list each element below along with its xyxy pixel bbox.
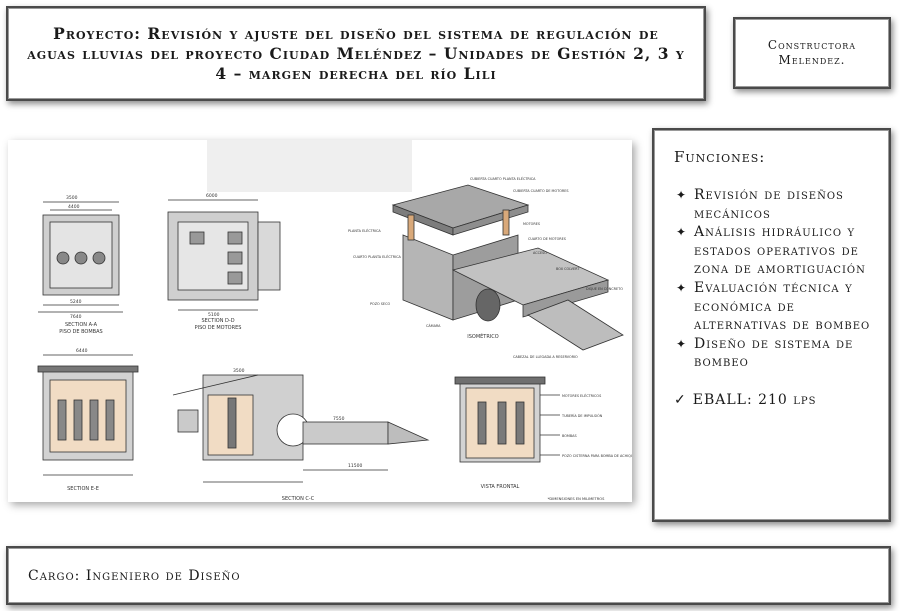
project-title: Proyecto: Revisión y ajuste del diseño del sistema de regulación de aguas lluvias del proyecto Ciudad Meléndez – Unidades de Gestión 2, 3 y 4 – margen derecha del río Lili <box>27 23 685 83</box>
iso-callout-8: DIQUE EN CONCRETO <box>586 287 623 291</box>
iso-callout-10: POZO SECO <box>370 302 391 306</box>
front-callout-2: BOMBAS <box>562 434 577 438</box>
section-e-label: SECTION E-E <box>67 486 99 492</box>
dim-6: 5100 <box>208 313 220 318</box>
iso-callout-6: CUARTO PLANTA ELÉCTRICA <box>353 255 401 259</box>
dim-5: 6000 <box>206 194 218 199</box>
iso-label: ISOMÉTRICO <box>467 334 499 340</box>
function-item: ✦ Evaluación técnica y económica de alternativas de bombeo <box>676 279 871 334</box>
front-callout-3: POZO CISTERNA PARA BOMBA DE ACHIQUE <box>562 454 632 458</box>
role-box <box>6 546 891 605</box>
function-item: ✦ Diseño de sistema de bombeo <box>676 335 854 371</box>
check-icon: ✓ <box>674 391 687 408</box>
dim-10: 7550 <box>333 417 345 422</box>
four-point-star-icon: ✦ <box>676 280 687 295</box>
company-name: Constructora Melendez. <box>767 38 857 67</box>
section-d-label: SECTION D-D <box>201 318 235 324</box>
iso-callout-2: PLANTA ELÉCTRICA <box>348 229 381 233</box>
section-a-label: SECTION A-A <box>64 322 98 328</box>
iso-callout-3: MOTORES <box>523 222 540 226</box>
iso-extra-callout: CABEZAL DE LLEGADA A RESERVORIO <box>513 355 578 359</box>
section-d-sub: PISO DE MOTORES <box>194 325 242 331</box>
four-point-star-icon: ✦ <box>676 336 687 351</box>
section-c-label: SECTION C-C <box>281 496 315 502</box>
functions-box <box>652 128 891 522</box>
capacity-text: EBALL: 210 lps <box>692 391 817 408</box>
iso-callout-1: CUBIERTA CUARTO DE MOTORES <box>513 189 569 193</box>
front-callout-0: MOTORES ELÉCTRICOS <box>562 394 602 398</box>
dim-1: 3500 <box>66 196 78 201</box>
dim-3: 5240 <box>70 300 82 305</box>
engineering-drawing <box>8 140 632 502</box>
four-point-star-icon: ✦ <box>676 225 687 240</box>
drawing-svg <box>8 140 632 502</box>
iso-callout-9: CÁMARA <box>426 324 441 328</box>
functions-list <box>674 186 871 372</box>
tape-strip <box>207 140 412 192</box>
iso-callout-5: ACCESO <box>533 251 547 255</box>
company-box <box>733 17 891 89</box>
role-label: Cargo: Ingeniero de Diseño <box>28 567 241 584</box>
dim-4: 7640 <box>70 315 82 320</box>
capacity-line <box>674 392 871 408</box>
project-title-box <box>6 6 706 101</box>
section-a-sub: PISO DE BOMBAS <box>59 329 103 335</box>
function-item: ✦ Revisión de diseños mecánicos <box>676 187 844 222</box>
dim-2: 4400 <box>68 205 80 210</box>
functions-heading: Funciones: <box>674 148 766 166</box>
dim-8: 3500 <box>233 369 245 374</box>
iso-callout-4: CUARTO DE MOTORES <box>528 237 566 241</box>
dim-9: 11500 <box>348 464 363 469</box>
front-callout-1: TUBERÍA DE IMPULSIÓN <box>562 414 603 418</box>
iso-callout-7: BOX COLVERT <box>556 267 580 271</box>
front-view-label: VISTA FRONTAL <box>480 484 520 490</box>
four-point-star-icon: ✦ <box>676 188 687 202</box>
dim-7: 6440 <box>76 349 88 354</box>
iso-callout-0: CUBIERTA CUARTO PLANTA ELÉCTRICA <box>470 177 536 181</box>
dimensions-note: *DIMENSIONES EN MILIMETROS <box>547 497 605 501</box>
function-item: ✦ Análisis hidráulico y estados operativos de zona de amortiguación <box>676 224 866 278</box>
